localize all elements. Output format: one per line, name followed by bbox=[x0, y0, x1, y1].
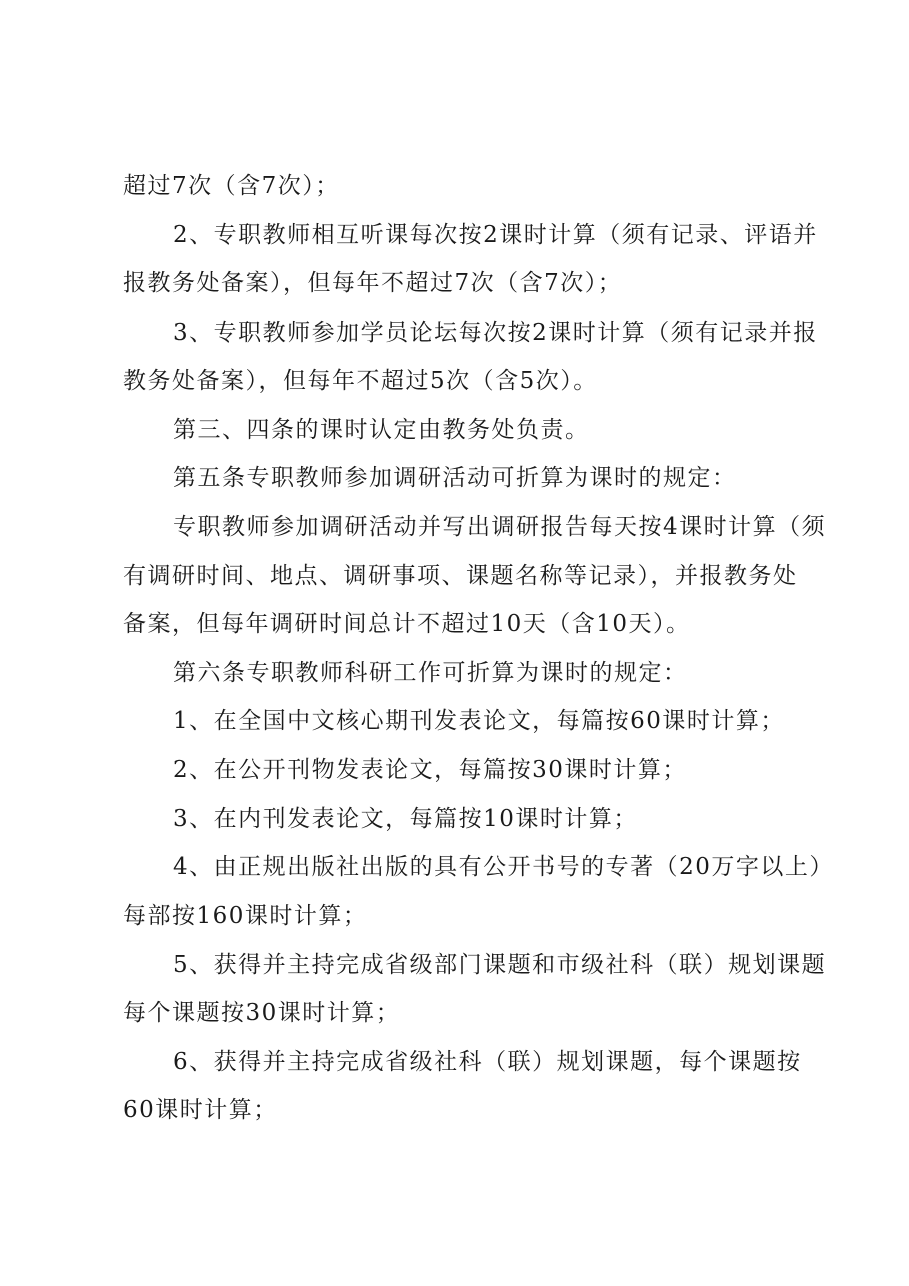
text-line: 超过7次（含7次）； bbox=[123, 173, 340, 199]
text-line: 每部按160课时计算； bbox=[123, 903, 368, 929]
text-line: 专职教师参加调研活动并写出调研报告每天按4课时计算（须 bbox=[173, 514, 827, 540]
text-line: 教务处备案），但每年不超过5次（含5次）。 bbox=[123, 368, 598, 394]
text-line: 有调研时间、地点、调研事项、课题名称等记录），并报教务处 bbox=[123, 563, 798, 589]
text-line: 第三、四条的课时认定由教务处负责。 bbox=[173, 417, 590, 443]
text-line: 3、在内刊发表论文，每篇按10课时计算； bbox=[173, 806, 638, 832]
text-line: 5、获得并主持完成省级部门课题和市级社科（联）规划课题 bbox=[173, 952, 827, 978]
text-line: 6、获得并主持完成省级社科（联）规划课题，每个课题按 bbox=[173, 1049, 802, 1075]
text-line: 报教务处备案），但每年不超过7次（含7次）； bbox=[123, 270, 623, 296]
text-line: 1、在全国中文核心期刊发表论文，每篇按60课时计算； bbox=[173, 708, 785, 734]
text-line: 60课时计算； bbox=[123, 1097, 278, 1123]
text-line: 2、专职教师相互听课每次按2课时计算（须有记录、评语并 bbox=[173, 222, 818, 248]
text-line: 第五条专职教师参加调研活动可折算为课时的规定： bbox=[173, 465, 737, 491]
text-line: 备案，但每年调研时间总计不超过10天（含10天）。 bbox=[123, 611, 691, 637]
text-line: 2、在公开刊物发表论文，每篇按30课时计算； bbox=[173, 757, 687, 783]
text-line: 3、专职教师参加学员论坛每次按2课时计算（须有记录并报 bbox=[173, 320, 818, 346]
text-line: 第六条专职教师科研工作可折算为课时的规定： bbox=[173, 660, 688, 686]
text-line: 每个课题按30课时计算； bbox=[123, 1000, 401, 1026]
text-line: 4、由正规出版社出版的具有公开书号的专著（20万字以上） bbox=[173, 854, 834, 880]
